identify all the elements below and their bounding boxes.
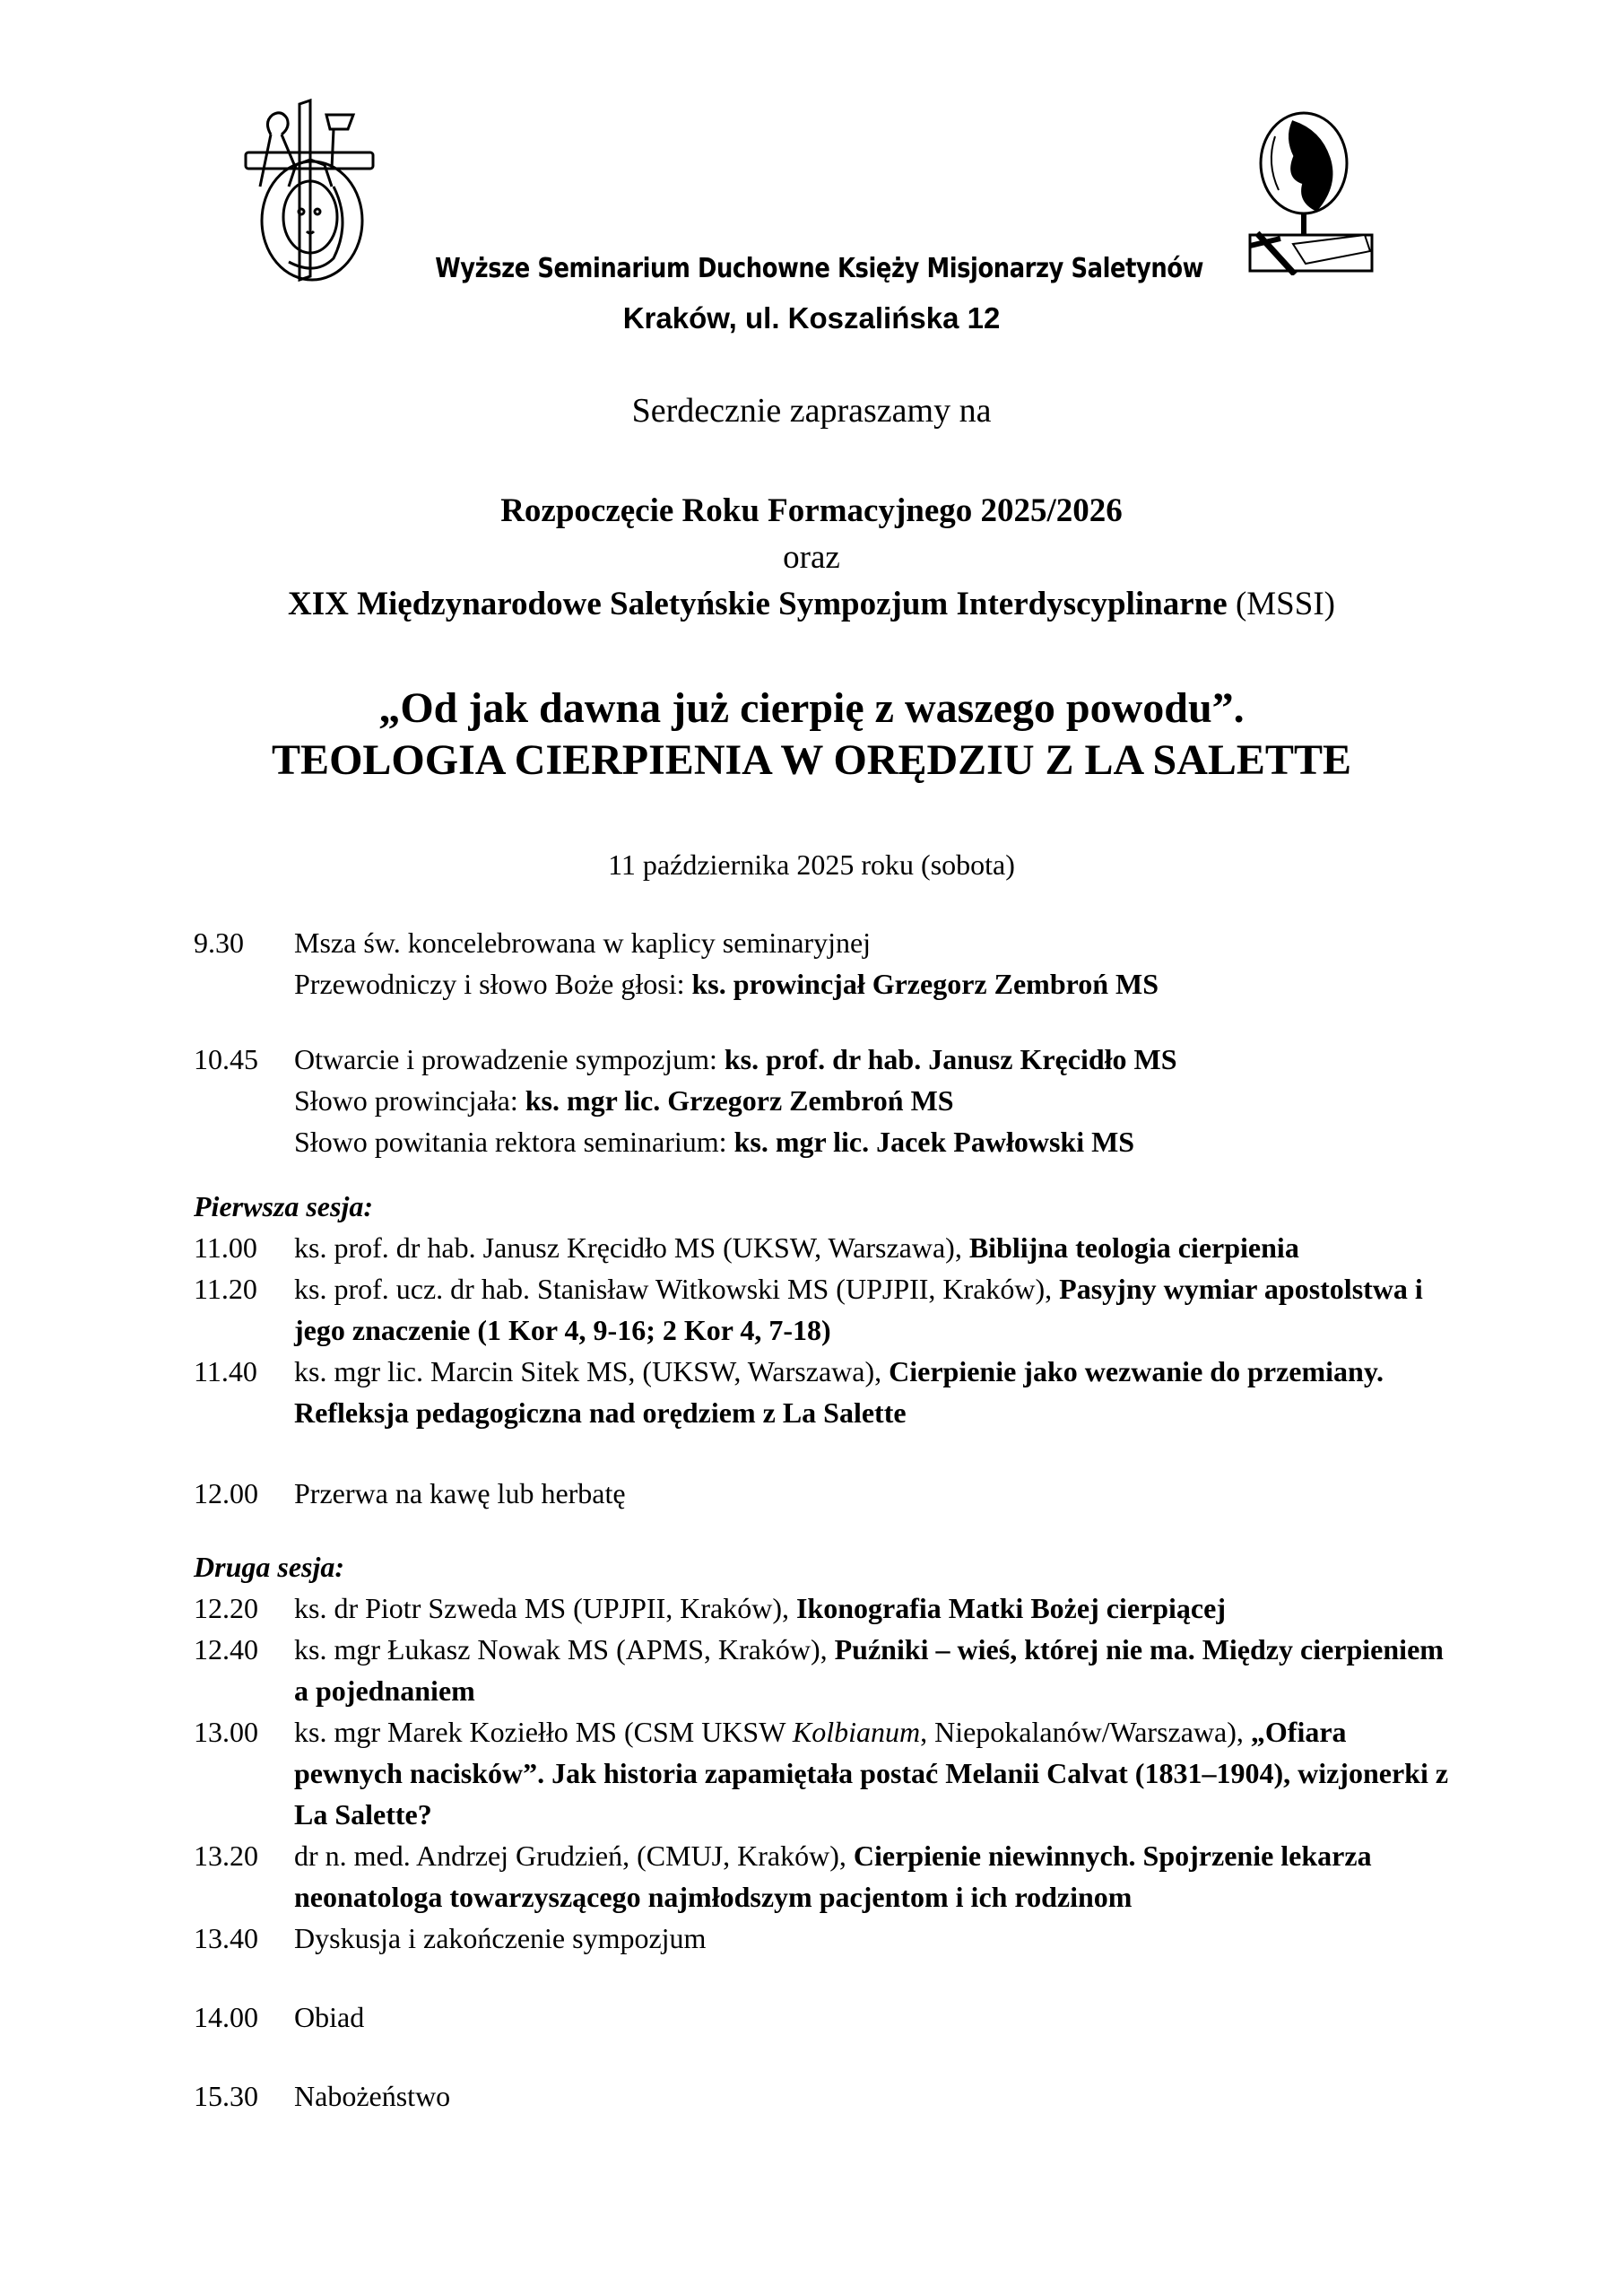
event-date: 11 października 2025 roku (sobota): [608, 848, 1015, 881]
description-line: Otwarcie i prowadzenie sympozjum:: [294, 1043, 725, 1075]
institution-address: Kraków, ul. Koszalińska 12: [622, 301, 1001, 335]
schedule-description: [294, 922, 1451, 1004]
seminary-emblem-icon: [244, 97, 378, 285]
presider-name: ks. prowincjał Grzegorz Zembroń MS: [691, 968, 1159, 1000]
schedule-time: 15.30: [194, 2080, 258, 2112]
session-label: Pierwsza sesja:: [194, 1190, 373, 1222]
conjunction-text: oraz: [783, 539, 840, 576]
lecture-title: Pasyjny wymiar apostolstwa i jego znaczenie (1 Kor 4, 9-16; 2 Kor 4, 7-18): [294, 1273, 1423, 1346]
symposium-theme: TEOLOGIA CIERPIENIA W ORĘDZIU Z LA SALETTE: [272, 736, 1351, 784]
lecture-title: Ikonografia Matki Bożej cierpiącej: [795, 1592, 1226, 1624]
invitation-intro: Serdecznie zapraszamy na: [631, 392, 992, 430]
lecture-speaker: ks. mgr Łukasz Nowak MS (APMS, Kraków),: [294, 1633, 835, 1665]
globe-book-emblem-icon: [1230, 109, 1374, 275]
lecture-time: 13.20: [194, 1839, 258, 1872]
symposium-name: XIX Międzynarodowe Saletyńskie Sympozjum Interdyscyplinarne: [288, 586, 1228, 622]
person-name: ks. mgr lic. Jacek Pawłowski MS: [733, 1126, 1135, 1158]
institute-name-italic: Kolbianum: [792, 1716, 921, 1748]
lecture-speaker: dr n. med. Andrzej Grudzień, (CMUJ, Kraków),: [294, 1839, 854, 1872]
lecture-title: „Ofiara pewnych nacisków”. Jak historia zapamiętała postać Melanii Calvat (1831–1904), wizjonerki z La Salette?: [294, 1716, 1449, 1831]
lecture-title: Puźniki – wieś, której nie ma. Między cierpieniem a pojednaniem: [294, 1633, 1444, 1707]
description-line: Przewodniczy i słowo Boże głosi:: [294, 968, 692, 1000]
description-line: Msza św. koncelebrowana w kaplicy seminaryjnej: [294, 926, 872, 959]
person-name: ks. mgr lic. Grzegorz Zembroń MS: [525, 1084, 954, 1117]
lecture-title: Cierpienie jako wezwanie do przemiany. Refleksja pedagogiczna nad orędziem z La Salette: [294, 1355, 1384, 1429]
session-label: Druga sesja:: [194, 1551, 345, 1583]
event-title-formation-year: Rozpoczęcie Roku Formacyjnego 2025/2026: [500, 492, 1123, 529]
lecture-speaker: ks. mgr Marek Koziełło MS (CSM UKSW: [294, 1716, 793, 1748]
discussion-text: Dyskusja i zakończenie sympozjum: [294, 1922, 707, 1954]
schedule-time: 14.00: [194, 2001, 258, 2033]
lecture-title: Biblijna teologia cierpienia: [968, 1231, 1299, 1264]
lecture-time: 11.00: [194, 1231, 257, 1264]
description-line: Słowo powitania rektora seminarium:: [294, 1126, 734, 1158]
event-title-symposium: [0, 585, 1623, 623]
lecture-time: 12.40: [194, 1633, 258, 1665]
institution-name: Wyższe Seminarium Duchowne Księży Misjonarzy Saletynów: [435, 253, 1204, 284]
lunch-text: Obiad: [294, 2001, 365, 2033]
lecture-title: Cierpienie niewinnych. Spojrzenie lekarza neonatologa towarzyszącego najmłodszym pacjentom i ich rodzinom: [294, 1839, 1372, 1913]
schedule-time: 12.00: [194, 1477, 258, 1509]
schedule-time: 13.40: [194, 1922, 258, 1954]
schedule-time: 10.45: [194, 1043, 258, 1075]
lecture-speaker: ks. prof. ucz. dr hab. Stanisław Witkowski MS (UPJPII, Kraków),: [294, 1273, 1060, 1305]
lecture-time: 11.20: [194, 1273, 257, 1305]
service-text: Nabożeństwo: [294, 2080, 451, 2112]
lecture-speaker: ks. prof. dr hab. Janusz Kręcidło MS (UKSW, Warszawa),: [294, 1231, 969, 1264]
person-name: ks. prof. dr hab. Janusz Kręcidło MS: [724, 1043, 1177, 1075]
description-line: Słowo prowincjała:: [294, 1084, 525, 1117]
lecture-speaker: ks. dr Piotr Szweda MS (UPJPII, Kraków),: [294, 1592, 796, 1624]
schedule-time: 9.30: [194, 926, 244, 959]
lecture-time: 13.00: [194, 1716, 258, 1748]
break-text: Przerwa na kawę lub herbatę: [294, 1477, 626, 1509]
lecture-speaker: ks. mgr lic. Marcin Sitek MS, (UKSW, Warszawa),: [294, 1355, 890, 1387]
symposium-abbreviation: (MSSI): [1227, 586, 1335, 622]
symposium-quote: „Od jak dawna już cierpię z waszego powodu”.: [378, 684, 1245, 732]
lecture-time: 12.20: [194, 1592, 258, 1624]
schedule-description: [294, 1039, 1451, 1162]
lecture-speaker-cont: , Niepokalanów/Warszawa),: [920, 1716, 1251, 1748]
lecture-time: 11.40: [194, 1355, 257, 1387]
